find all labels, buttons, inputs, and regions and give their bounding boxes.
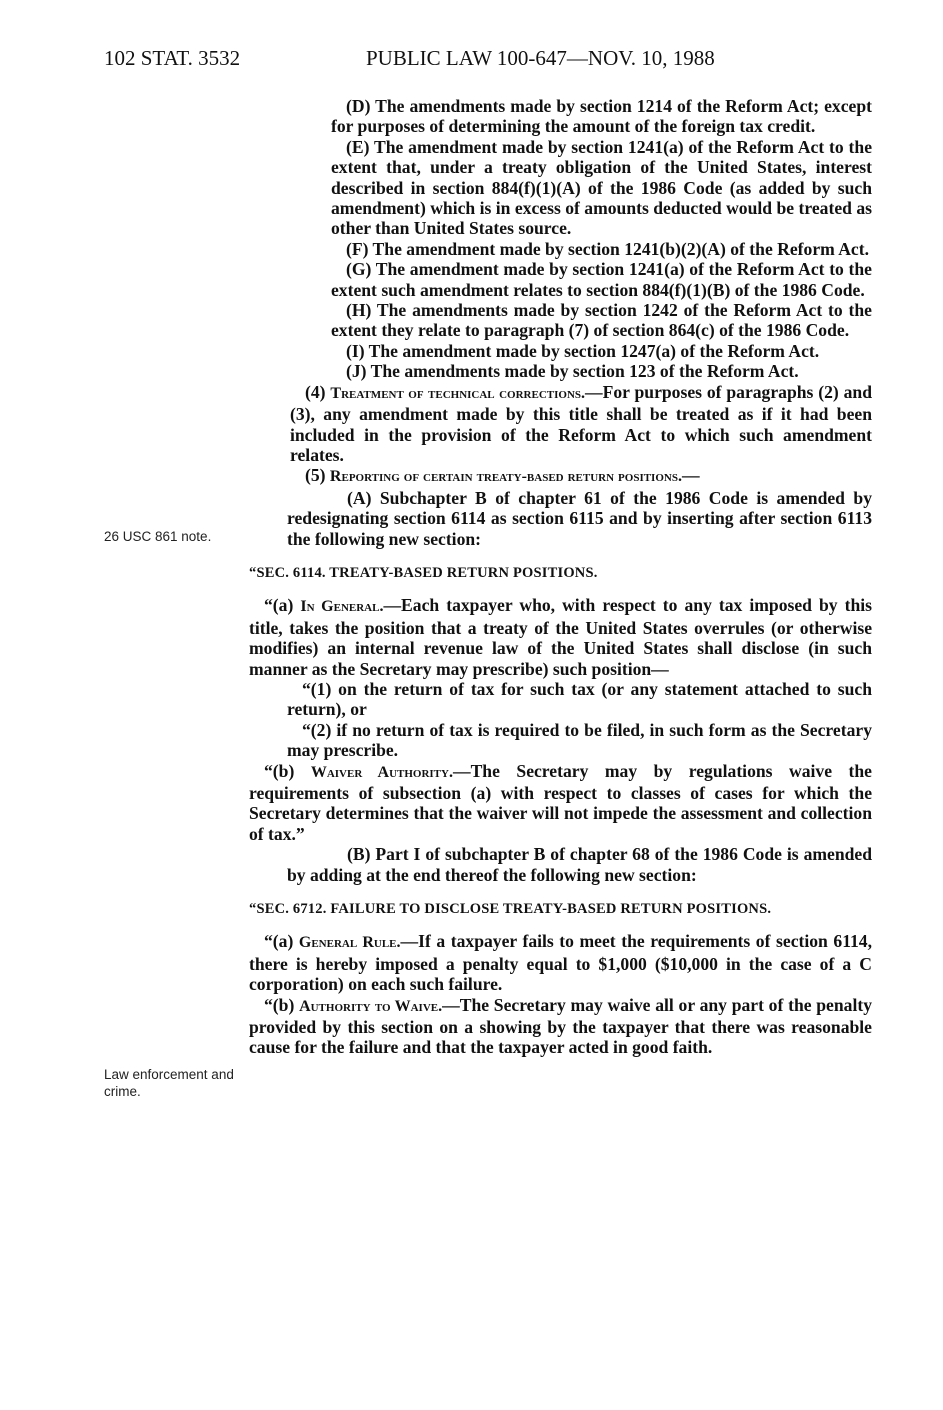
paragraph-4 — [290, 382, 872, 466]
section-6712-a-text: —If a taxpayer fails to meet the requirements of section 6114, there is hereby imposed a penalty equal to $1,000 ($10,000 in the case of a C corporation) on each such failure. — [249, 931, 873, 995]
paragraph-4-number: (4) — [305, 381, 326, 402]
paragraph-5-a — [287, 488, 872, 549]
clause-i: (I) The amendment made by section 1247(a) of the Reform Act. — [346, 340, 820, 361]
paragraph-4-caption: Treatment of technical corrections. — [330, 384, 586, 402]
paragraph-4-text: —For purposes of paragraphs (2) and (3), any amendment made by this title shall be treated as if it had been included in the provision of the Reform Act to which such amendment relates. — [290, 381, 872, 465]
section-6114-a-caption: In General. — [300, 598, 384, 616]
section-6114-a — [249, 595, 872, 679]
margin-note-usc: 26 USC 861 note. — [104, 529, 212, 544]
paragraph-5-dash: — — [681, 465, 700, 486]
document-body — [249, 96, 872, 1058]
clause-e: (E) The amendment made by section 1241(a) of the Reform Act to the extent that, under a treaty obligation of the United States, interest described in section 884(f)(1)(A) of the 1986 Code (as added by such amendment) which is in excess of amounts deducted would be treated as other than United States source. — [331, 136, 872, 239]
section-6712-a-open: “(a) — [264, 931, 294, 952]
clause-f: (F) The amendment made by section 1241(b)(2)(A) of the Reform Act. — [346, 238, 869, 259]
section-6114-b-open: “(b) — [264, 760, 295, 781]
paragraph-5-b-text: (B) Part I of subchapter B of chapter 68 of the 1986 Code is amended by adding at the end thereof the following new section: — [287, 844, 872, 885]
section-6712-a — [249, 931, 872, 994]
section-6114-a-1: “(1) on the return of tax for such tax (or any statement attached to such return), or — [287, 678, 872, 720]
section-6712-a-caption: General Rule. — [298, 934, 401, 952]
section-6712-b-caption: Authority to Waive. — [299, 997, 443, 1015]
paragraph-5-number: (5) — [305, 465, 326, 486]
clause-d: (D) The amendments made by section 1214 of the Reform Act; except for purposes of determining the amount of the foreign tax credit. — [331, 96, 872, 137]
section-6712-heading: “SEC. 6712. FAILURE TO DISCLOSE TREATY-BASED RETURN POSITIONS. — [249, 901, 772, 918]
section-6114-heading: “SEC. 6114. TREATY-BASED RETURN POSITIONS. — [249, 564, 598, 581]
section-6114-b-text: —The Secretary may by regulations waive the requirements of subsection (a) with respect to classes of cases for which the Secretary determines that the waiver will not impede the assessment and collection of tax.” — [249, 760, 872, 844]
paragraph-5 — [290, 465, 872, 487]
running-title: PUBLIC LAW 100-647—NOV. 10, 1988 — [366, 46, 715, 70]
paragraph-5-a-text: (A) Subchapter B of chapter 61 of the 1986 Code is amended by redesignating section 6114 as section 6115 and by inserting after section 6113 the following new section: — [287, 487, 872, 549]
clause-h: (H) The amendments made by section 1242 of the Reform Act to the extent they relate to paragraph (7) of section 864(c) of the 1986 Code. — [331, 300, 872, 341]
section-6114-a-open: “(a) — [264, 595, 294, 616]
clause-g: (G) The amendment made by section 1241(a) of the Reform Act to the extent such amendment relates to section 884(f)(1)(B) of the 1986 Code. — [331, 259, 872, 300]
section-6114-a-2: “(2) if no return of tax is required to be filed, in such form as the Secretary may prescribe. — [287, 719, 872, 761]
section-6712-b — [249, 995, 872, 1058]
section-6712-b-open: “(b) — [264, 994, 295, 1015]
clause-j: (J) The amendments made by section 123 of the Reform Act. — [346, 361, 799, 382]
paragraph-5-caption: Reporting of certain treaty-based return positions. — [329, 468, 682, 486]
section-6712-b-text: —The Secretary may waive all or any part of the penalty provided by this section on a showing by the taxpayer that there was reasonable cause for the failure and that the taxpayer acted in good faith. — [249, 994, 872, 1058]
paragraph-5-b — [287, 844, 872, 885]
section-6114-b — [249, 761, 872, 845]
section-6114-a-text: —Each taxpayer who, with respect to any tax imposed by this title, takes the position that a treaty of the United States overrules (or otherwise modifies) an internal revenue law of the United States shall disclose (in such manner as the Secretary may prescribe) such position— — [249, 595, 872, 679]
section-6114-b-caption: Waiver Authority. — [310, 763, 453, 781]
page-header — [104, 46, 884, 76]
margin-note-law-enforcement: Law enforcement and crime. — [104, 1067, 234, 1099]
stat-page-number: 102 STAT. 3532 — [104, 46, 241, 70]
